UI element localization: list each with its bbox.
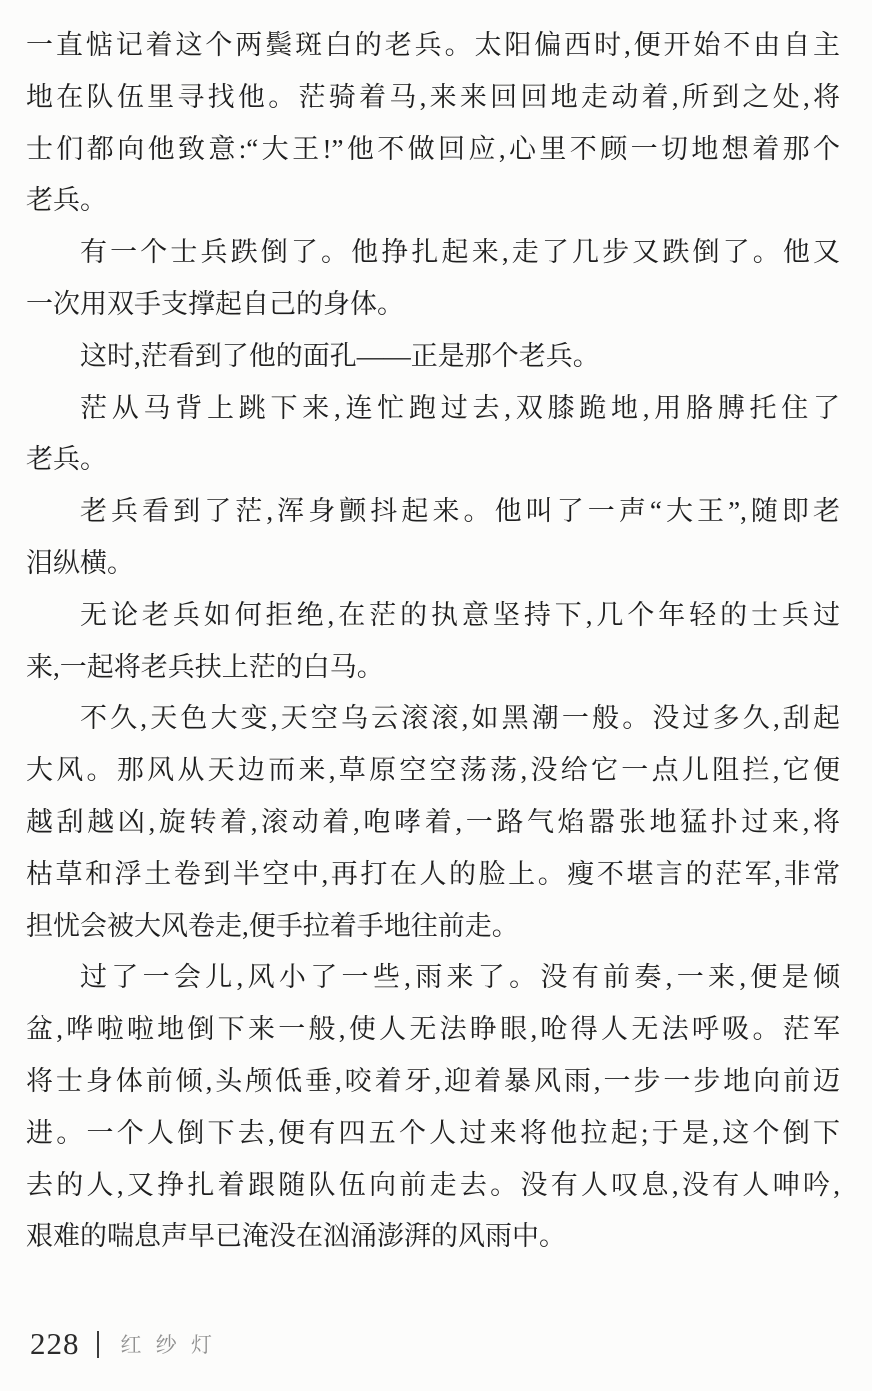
text-line: 艰难的喘息声早已淹没在汹涌澎湃的风雨中。	[26, 1221, 566, 1252]
text-line: 一直惦记着这个两鬓斑白的老兵。太阳偏西时,便开始不由自主	[26, 30, 840, 60]
text-line: 来,一起将老兵扶上茫的白马。	[26, 651, 384, 682]
text-line: 一次用双手支撑起自己的身体。	[26, 288, 404, 319]
text-line: 枯草和浮土卷到半空中,再打在人的脸上。瘦不堪言的茫军,非常	[26, 858, 840, 889]
text-line: 大风。那风从天边而来,草原空空荡荡,没给它一点儿阻拦,它便	[26, 755, 840, 786]
text-line: 泪纵横。	[26, 547, 134, 578]
text-line: 将士身体前倾,头颅低垂,咬着牙,迎着暴风雨,一步一步地向前迈	[26, 1065, 840, 1096]
book-title: 红纱灯	[120, 1333, 227, 1357]
text-line: 士们都向他致意:“大王!”他不做回应,心里不顾一切地想着那个	[26, 133, 840, 164]
footer-separator-bar	[97, 1331, 99, 1358]
text-line: 过了一会儿,风小了一些,雨来了。没有前奏,一来,便是倾	[80, 962, 840, 993]
text-line: 茫从马背上跳下来,连忙跑过去,双膝跪地,用胳膊托住了	[80, 392, 840, 423]
text-line: 老兵。	[26, 444, 107, 475]
text-line: 地在队伍里寻找他。茫骑着马,来来回回地走动着,所到之处,将	[26, 81, 840, 112]
text-line: 老兵看到了茫,浑身颤抖起来。他叫了一声“大王”,随即老	[80, 496, 840, 527]
page-footer	[30, 1324, 226, 1364]
text-line: 这时,茫看到了他的面孔——正是那个老兵。	[80, 340, 600, 371]
page-number: 228	[30, 1326, 80, 1361]
text-line: 无论老兵如何拒绝,在茫的执意坚持下,几个年轻的士兵过	[80, 599, 840, 630]
text-line: 盆,哗啦啦地倒下来一般,使人无法睁眼,呛得人无法呼吸。茫军	[26, 1014, 840, 1045]
text-line: 有一个士兵跌倒了。他挣扎起来,走了几步又跌倒了。他又	[80, 237, 840, 268]
text-line: 老兵。	[26, 185, 107, 216]
text-line: 越刮越凶,旋转着,滚动着,咆哮着,一路气焰嚣张地猛扑过来,将	[26, 806, 840, 837]
text-line: 进。一个人倒下去,便有四五个人过来将他拉起;于是,这个倒下	[26, 1117, 840, 1148]
text-line: 担忧会被大风卷走,便手拉着手地往前走。	[26, 910, 519, 941]
text-block	[26, 20, 840, 1263]
text-line: 不久,天色大变,天空乌云滚滚,如黑潮一般。没过多久,刮起	[80, 703, 840, 734]
text-line: 去的人,又挣扎着跟随队伍向前走去。没有人叹息,没有人呻吟,	[26, 1169, 840, 1200]
